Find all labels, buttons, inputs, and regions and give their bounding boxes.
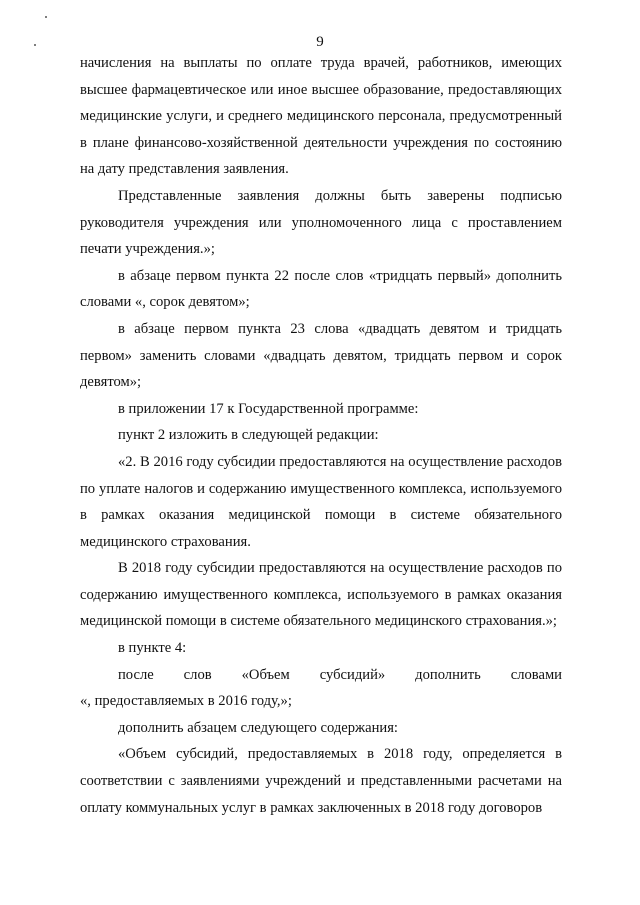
paragraph-add-abzac: дополнить абзацем следующего содержания: [118, 719, 398, 736]
paragraph-item-2-2016: «2. В 2016 году субсидии предоставляются на осуществление расходов по уплате налогов и содержанию имущественного комплекса, используемого в рамках оказания медицинской помощи в системе обязательного медицинского страхования. [80, 453, 562, 550]
document-body [80, 50, 562, 821]
paragraph-after-words [80, 662, 562, 715]
paragraph-appendix-17: в приложении 17 к Государственной программе: [118, 400, 419, 417]
paragraph-signature-requirement: Представленные заявления должны быть заверены подписью руководителя учреждения или уполномоченного лица с проставлением печати учреждения.»; [80, 187, 562, 258]
paragraph-after-words-line1: после слов «Объем субсидий» дополнить словами [118, 666, 562, 683]
paragraph-item-2-intro: пункт 2 изложить в следующей редакции: [118, 427, 379, 444]
paragraph-item-2-2018: В 2018 году субсидии предоставляются на осуществление расходов по содержанию имущественного комплекса, используемого в рамках оказания медицинской помощи в системе обязательного медицинского страхования.»; [80, 560, 562, 630]
paragraph-item-4-intro: в пункте 4: [118, 640, 187, 657]
paragraph-item-23: в абзаце первом пункта 23 слова «двадцать девятом и тридцать первом» заменить словами «двадцать девятом, тридцать первом и сорок девятом»; [80, 320, 562, 391]
page-number: 9 [316, 34, 324, 50]
paragraph-after-words-line2: «, предоставляемых в 2016 году,»; [80, 693, 292, 710]
paragraph-2018-volume: «Объем субсидий, предоставляемых в 2018 году, определяется в соответствии с заявлениями учреждений и представленными расчетами на оплату коммунальных услуг в рамках заключенных в 2018 году договоров [80, 746, 562, 816]
paragraph-item-22: в абзаце первом пункта 22 после слов «тридцать первый» дополнить словами «, сорок девятом»; [80, 267, 562, 311]
scan-speck [45, 16, 47, 18]
paragraph-continuation: начисления на выплаты по оплате труда врачей, работников, имеющих высшее фармацевтическое или иное высшее образование, предоставляющих медицинские услуги, и среднего медицинского персонала, предусмотренный в плане финансово-хозяйственной деятельности учреждения по состоянию на дату представления заявления. [80, 55, 562, 178]
